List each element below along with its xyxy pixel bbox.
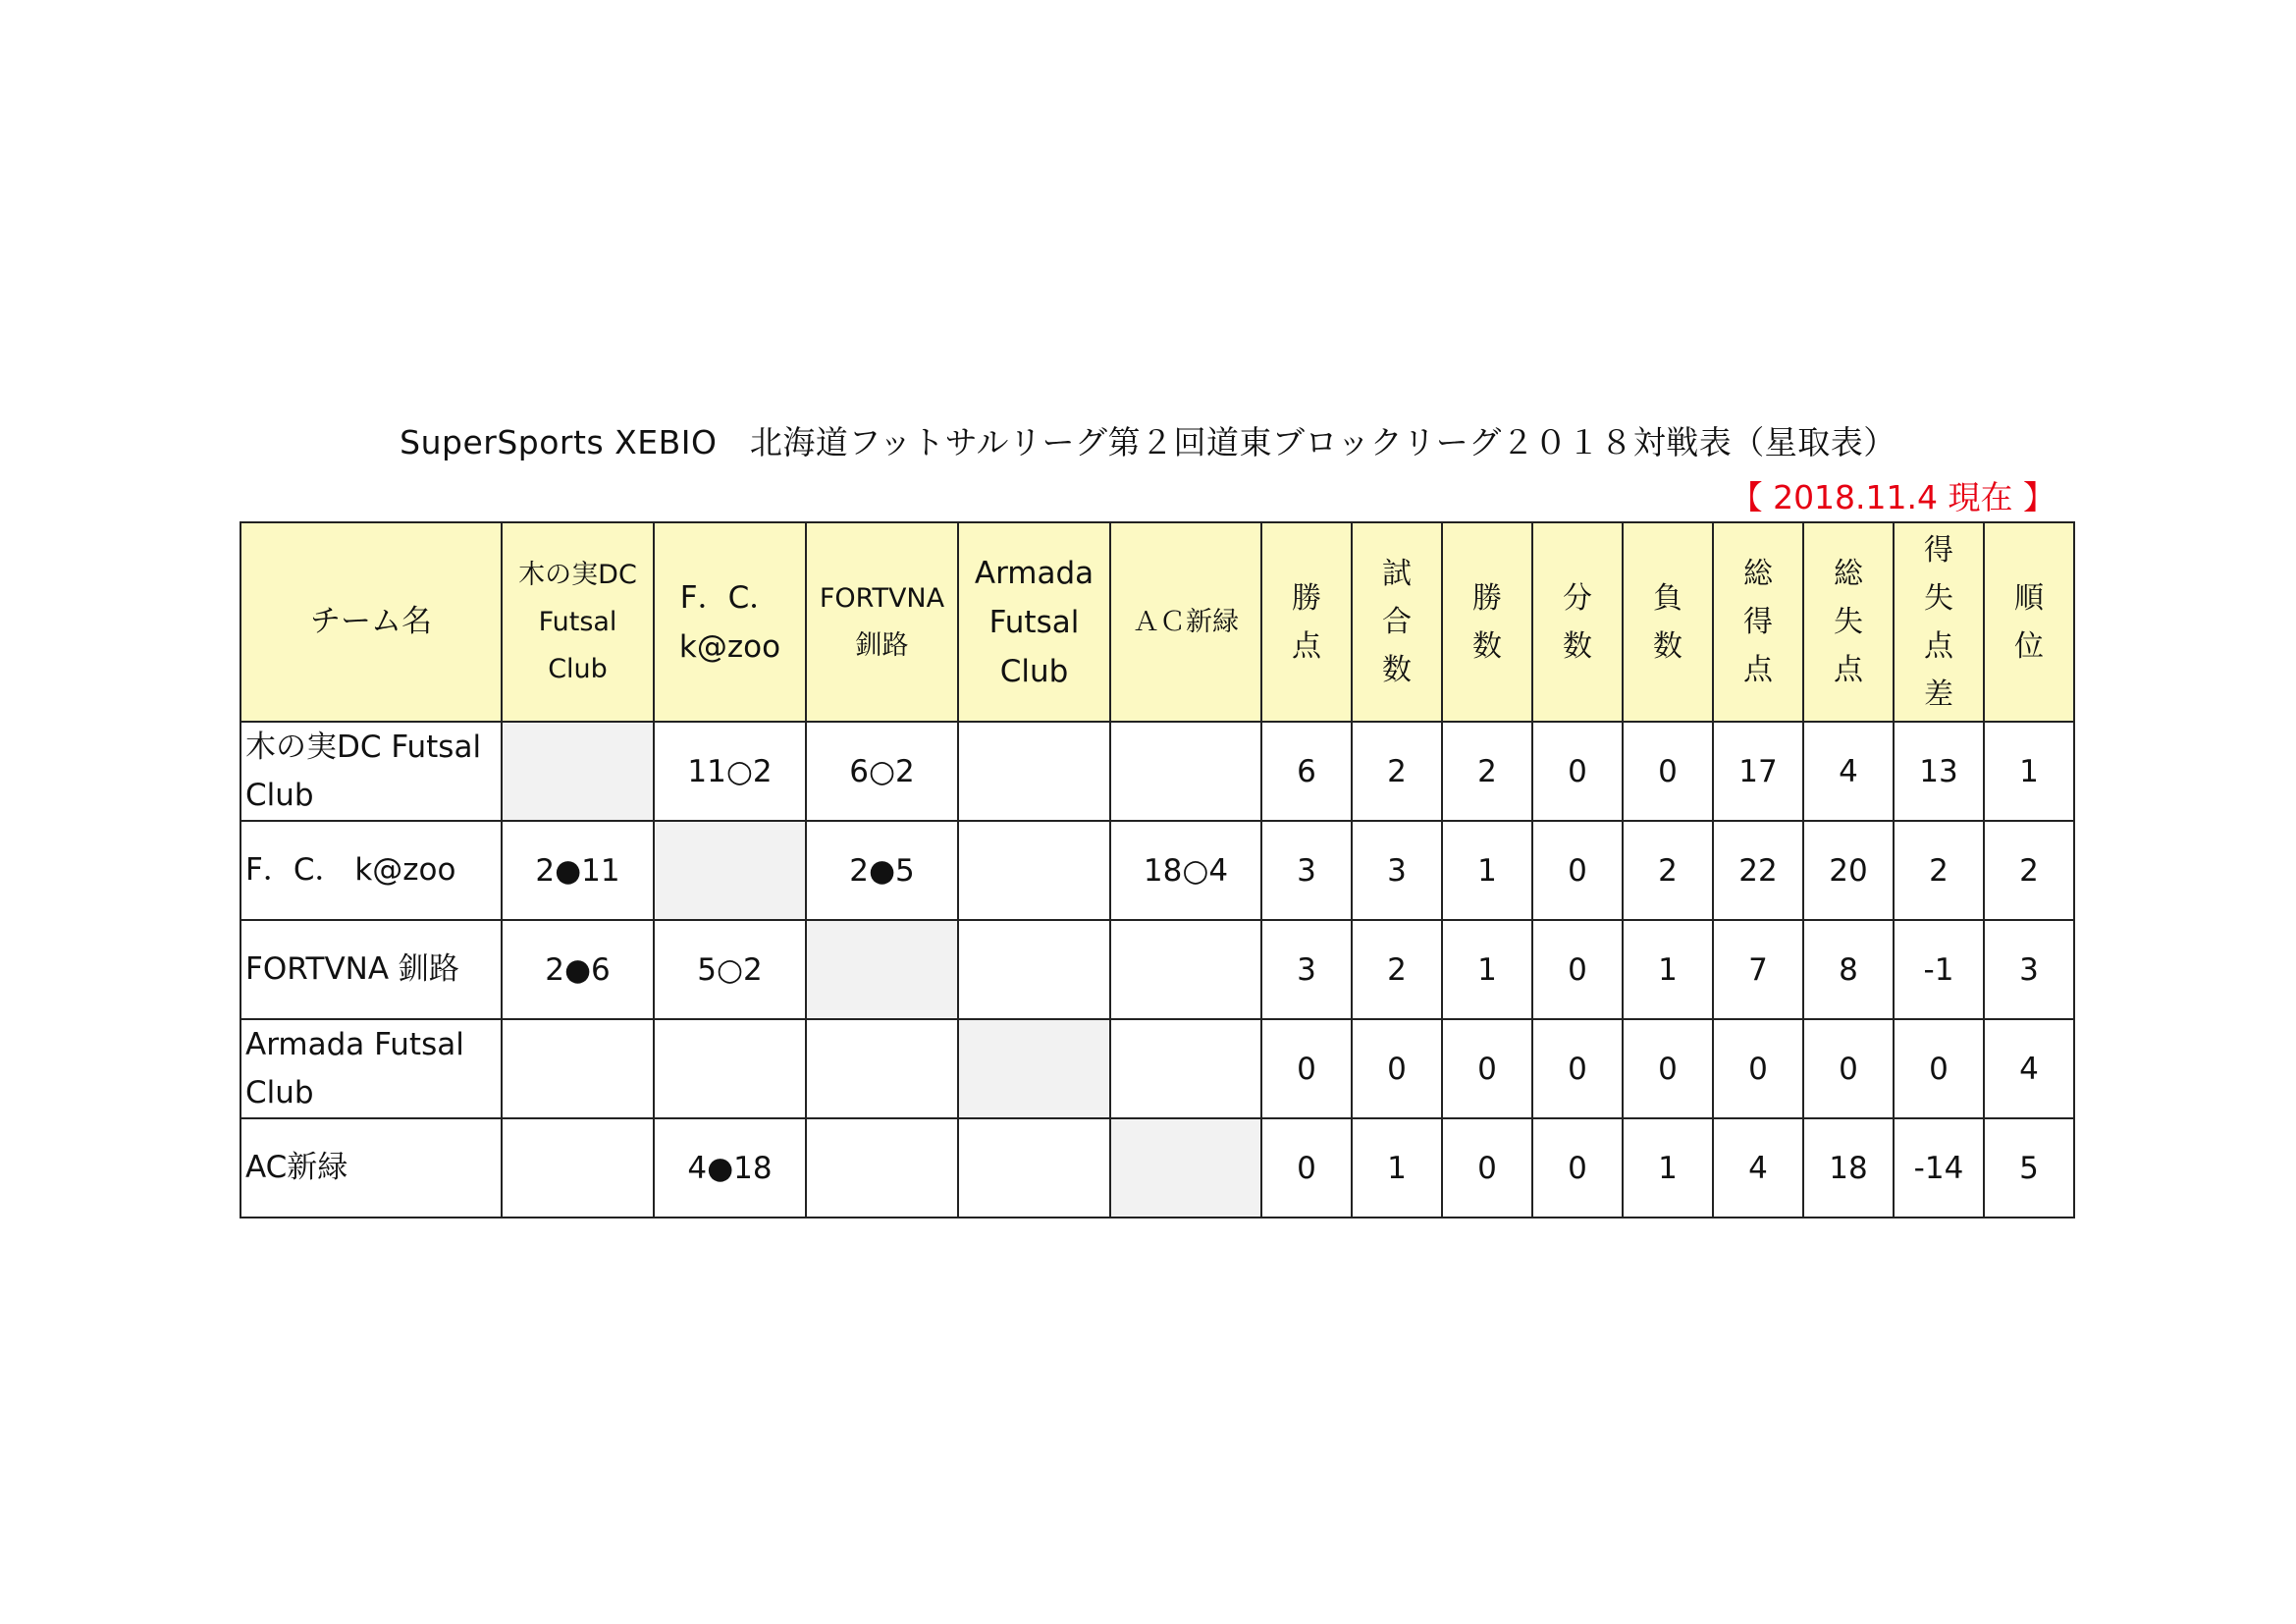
table-row [240,1019,2074,1118]
team-name [240,722,502,821]
stat-games-played: 0 [1352,1019,1442,1118]
stat-losses: 0 [1623,722,1713,821]
match-result: 6○2 [806,722,958,821]
stat-goals-against: 18 [1803,1118,1894,1218]
standings-table [240,521,2075,1218]
header-line: 分 [1563,580,1592,616]
stat-points: 3 [1261,821,1352,920]
header-goals-against [1803,522,1894,722]
header-line: 数 [1653,628,1682,664]
match-result [958,1118,1110,1218]
team-name [240,920,502,1019]
stat-goal-difference: 0 [1894,1019,1984,1118]
header-opponent-2 [654,522,806,722]
match-result: 4●18 [654,1118,806,1218]
stat-games-played: 1 [1352,1118,1442,1218]
header-line: 数 [1382,653,1412,687]
header-opponent-4 [958,522,1110,722]
as-of-date: 【 2018.11.4 現在 】 [1730,478,2056,516]
stat-rank: 4 [1984,1019,2074,1118]
stat-games-played: 2 [1352,920,1442,1019]
header-losses [1623,522,1713,722]
stat-wins: 1 [1442,920,1532,1019]
team-name-line: Club [245,777,314,813]
header-line: 数 [1472,628,1502,664]
table-row [240,1118,2074,1218]
stat-goal-difference: 13 [1894,722,1984,821]
header-line: 失 [1834,605,1863,639]
page-title: SuperSports XEBIO 北海道フットサルリーグ第２回道東ブロックリーグ２０１８対戦表（星取表） [400,423,1896,461]
stat-goal-difference: -1 [1894,920,1984,1019]
stat-games-played: 2 [1352,722,1442,821]
table-row [240,920,2074,1019]
header-line: 得 [1743,605,1773,639]
stat-goals-against: 8 [1803,920,1894,1019]
header-line: 勝 [1472,580,1502,616]
match-result: 2●5 [806,821,958,920]
header-line: 点 [1924,628,1953,664]
stat-losses: 1 [1623,920,1713,1019]
stat-goals-against: 0 [1803,1019,1894,1118]
self-match-cell [958,1019,1110,1118]
header-line: Futsal [538,606,617,637]
stat-points: 0 [1261,1118,1352,1218]
stat-goal-difference: 2 [1894,821,1984,920]
header-line: 勝 [1292,580,1321,616]
self-match-cell [1110,1118,1261,1218]
header-rank [1984,522,2074,722]
header-line: 負 [1653,580,1682,616]
header-line: Futsal [988,604,1080,640]
header-games-played [1352,522,1442,722]
stat-goals-for: 7 [1713,920,1803,1019]
match-result [806,1019,958,1118]
header-line: 位 [2014,628,2044,664]
team-name-line: 木の実DC Futsal [245,729,482,765]
match-result [1110,722,1261,821]
header-line: 点 [1834,653,1863,687]
header-draws [1532,522,1623,722]
stat-losses: 0 [1623,1019,1713,1118]
header-opponent-5 [1110,522,1261,722]
table-body [240,722,2074,1218]
header-points [1261,522,1352,722]
header-line: 点 [1743,653,1773,687]
stat-rank: 2 [1984,821,2074,920]
team-name-line: FORTVNA 釧路 [245,951,459,987]
stat-goals-against: 20 [1803,821,1894,920]
stat-draws: 0 [1532,920,1623,1019]
stat-goals-for: 4 [1713,1118,1803,1218]
header-line: 木の実DC [518,559,637,590]
stat-wins: 0 [1442,1118,1532,1218]
match-result [1110,1019,1261,1118]
team-name-line: AC新緑 [245,1150,348,1185]
match-result: 2●11 [502,821,654,920]
stat-goal-difference: -14 [1894,1118,1984,1218]
stat-wins: 0 [1442,1019,1532,1118]
header-line: k@zoo [678,628,781,665]
match-result: 11○2 [654,722,806,821]
stat-points: 3 [1261,920,1352,1019]
stat-points: 6 [1261,722,1352,821]
header-wins [1442,522,1532,722]
stat-draws: 0 [1532,1118,1623,1218]
team-name-line: Club [245,1074,314,1110]
header-team-name: チーム名 [240,522,502,722]
header-goals-for [1713,522,1803,722]
stat-rank: 3 [1984,920,2074,1019]
header-line: 失 [1924,580,1953,616]
self-match-cell [502,722,654,821]
stat-goals-against: 4 [1803,722,1894,821]
header-opponent-3 [806,522,958,722]
header-line: Armada [974,555,1095,591]
match-result [502,1118,654,1218]
stat-wins: 1 [1442,821,1532,920]
match-result: 5○2 [654,920,806,1019]
stat-goals-for: 0 [1713,1019,1803,1118]
header-line: Club [548,653,608,684]
header-line: FORTVNA [819,582,945,614]
stat-rank: 1 [1984,722,2074,821]
match-result: 2●6 [502,920,654,1019]
stat-losses: 1 [1623,1118,1713,1218]
stat-goals-for: 17 [1713,722,1803,821]
header-line: 得 [1924,532,1953,568]
self-match-cell [806,920,958,1019]
header-line: 順 [2014,580,2044,616]
match-result [654,1019,806,1118]
header-line: 数 [1563,628,1592,664]
team-name-line: Armada Futsal [245,1026,464,1062]
header-line: 合 [1382,605,1412,639]
table-row [240,722,2074,821]
header-line: Club [999,653,1069,689]
match-result [958,722,1110,821]
stat-wins: 2 [1442,722,1532,821]
team-name [240,1019,502,1118]
team-name [240,1118,502,1218]
header-opponent-1 [502,522,654,722]
stat-draws: 0 [1532,722,1623,821]
header-line: 差 [1924,677,1953,712]
match-result [806,1118,958,1218]
team-name [240,821,502,920]
stat-losses: 2 [1623,821,1713,920]
stat-draws: 0 [1532,821,1623,920]
header-line: 総 [1743,557,1773,591]
header-line: F．C． [679,579,780,616]
stat-rank: 5 [1984,1118,2074,1218]
header-row [240,522,2074,722]
stat-games-played: 3 [1352,821,1442,920]
header-goal-difference [1894,522,1984,722]
header-line: 点 [1292,628,1321,664]
self-match-cell [654,821,806,920]
match-result [958,821,1110,920]
match-result [502,1019,654,1118]
header-line: 釧路 [855,629,909,661]
team-name-line: F．C． k@zoo [245,852,456,888]
table-row [240,821,2074,920]
stat-points: 0 [1261,1019,1352,1118]
header-line: 試 [1382,557,1412,591]
header-line: 総 [1834,557,1863,591]
stat-draws: 0 [1532,1019,1623,1118]
stat-goals-for: 22 [1713,821,1803,920]
match-result [1110,920,1261,1019]
match-result [958,920,1110,1019]
match-result: 18○4 [1110,821,1261,920]
header-line: ＡＣ新緑 [1133,606,1239,637]
